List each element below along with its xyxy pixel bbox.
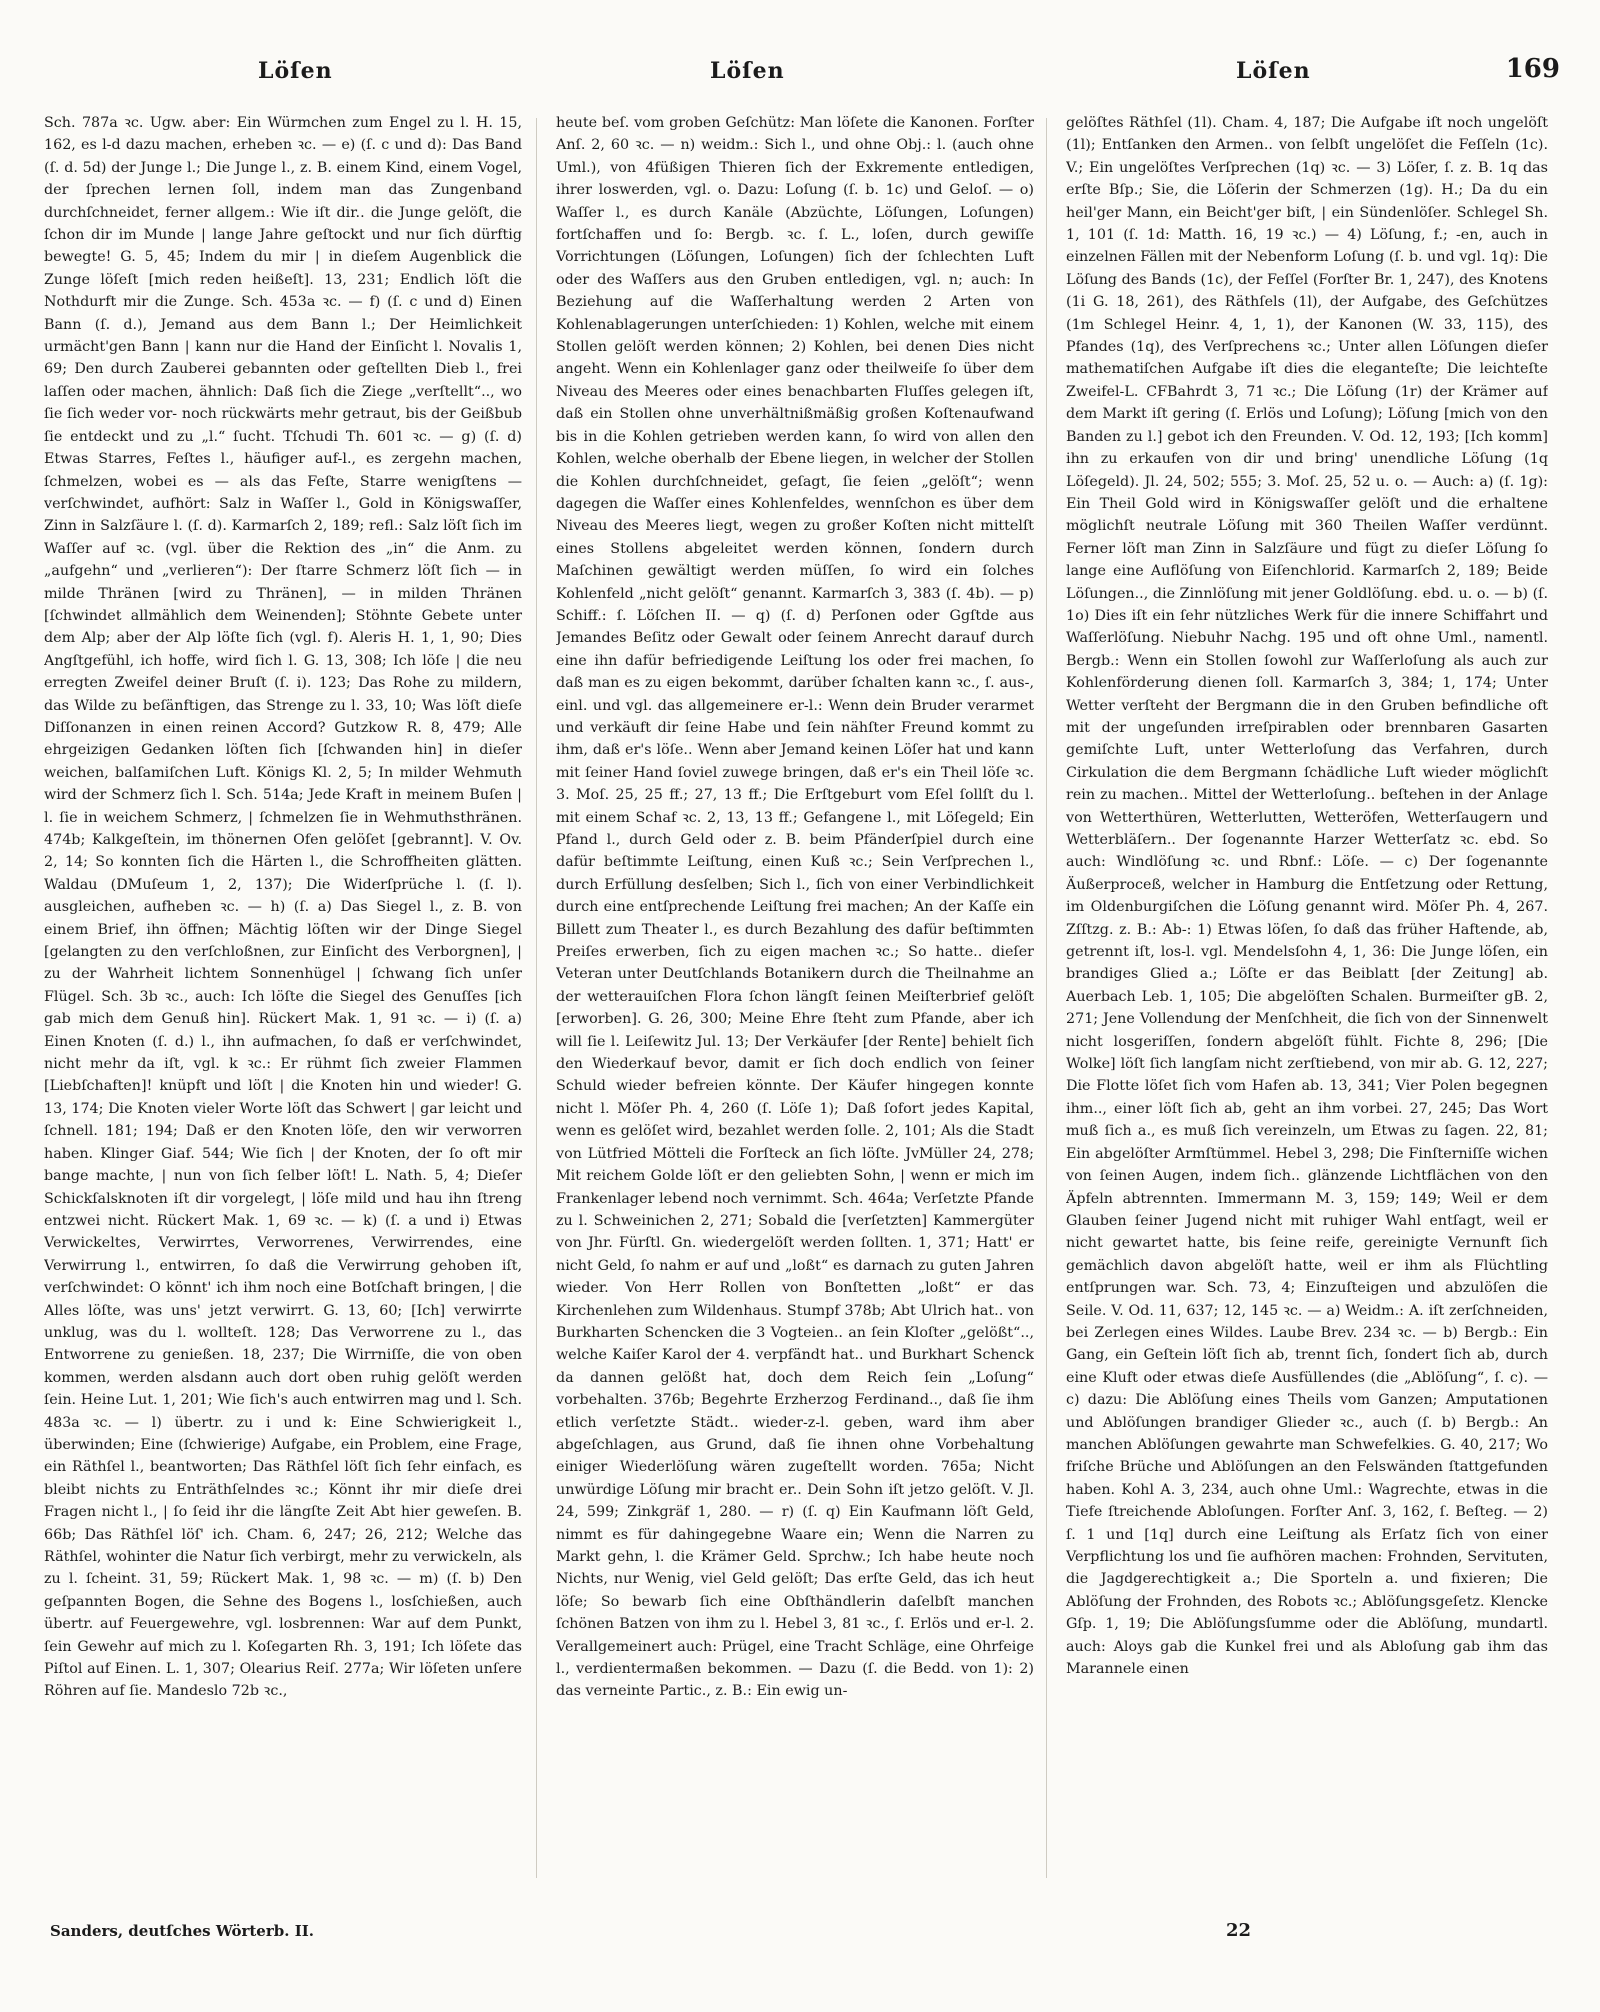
column-left [44, 112, 522, 1882]
printer-signature: Sanders, deutſches Wörterb. II. [50, 1922, 314, 1940]
column-text: Sch. 787a ꝛc. Ugw. aber: Ein Würmchen zum Engel zu l. H. 15, 162, es l-d dazu machen, erheben ꝛc. — e) (ſ. c und d): Das Band (ſ. d. 5d) der Junge l.; Die Junge l., z. B. einem Kind, einem Vogel, der ſprechen lernen ſoll, indem man das Zungenband durchſchneidet, ferner allgem.: Wie iſt dir.. die Junge gelöſt, die ſchon dir im Munde | lange Jahre geſtockt und nur ſich dürftig bewegte! G. 5, 45; Indem du mir | in dieſem Augenblick die Zunge löſeſt [mich reden heißeſt]. 13, 231; Endlich löſt die Nothdurft mir die Zunge. Sch. 453a ꝛc. — f) (ſ. c und d) Einen Bann (ſ. d.), Jemand aus dem Bann l.; Der Heimlichkeit urmächt'gen Bann | kann nur die Hand der Einſicht l. Novalis 1, 69; Den durch Zauberei gebannten oder geſtellten Dieb l., frei laſſen oder machen, ähnlich: Daß ſich die Ziege „verſtellt“.., wo ſie ſich weder vor- noch rückwärts mehr getraut, bis der Geißbub ſie entdeckt und zu „l.“ ſucht. Tſchudi Th. 601 ꝛc. — g) (ſ. d) Etwas Starres, Feſtes l., häufiger auf-l., es zergehn machen, ſchmelzen, wobei es — als das Feſte, Starre wenigſtens — verſchwindet, aufhört: Salz in Waſſer l., Gold in Königswaſſer, Zinn in Salzſäure l. (ſ. d). Karmarſch 2, 189; refl.: Salz löſt ſich im Waſſer auf ꝛc. (vgl. über die Rektion des „in“ die Anm. zu „aufgehn“ und „verlieren“): Der ſtarre Schmerz löſt ſich — in milde Thränen [wird zu Thränen], — in milden Thränen [ſchwindet allmählich dem Weinenden]; Stöhnte Gebete unter dem Alp; aber der Alp löſte ſich (vgl. f). Aleris H. 1, 1, 90; Dies Angſtgefühl, ich hoffe, wird ſich l. G. 13, 308; Ich löſe | die neu erregten Zweifel deiner Bruſt (ſ. i). 123; Das Rohe zu mildern, das Wilde zu beſänftigen, das Strenge zu l. 33, 10; Was löſt dieſe Diſſonanzen in einen reinen Accord? Gutzkow R. 8, 479; Alle ehrgeizigen Gedanken löſten ſich [ſchwanden hin] in dieſer weichen, balſamiſchen Luft. Königs Kl. 2, 5; In milder Wehmuth wird der Schmerz ſich l. Sch. 514a; Jede Kraft in meinem Buſen | l. ſie in weichem Schmerz, | ſchmelzen ſie in Wehmuthsthränen. 474b; Kalkgeſtein, im thönernen Ofen gelöſet [gebrannt]. V. Ov. 2, 14; So konnten ſich die Härten l., die Schroffheiten glätten. Waldau (DMuſeum 1, 2, 137); Die Widerſprüche l. (ſ. l). ausgleichen, aufheben ꝛc. — h) (ſ. a) Das Siegel l., z. B. von einem Brief, ihn öffnen; Mächtig löſten wir der Dinge Siegel [gelangten zu den verſchloßnen, zur Einſicht des Verborgnen], | zu der Wahrheit lichtem Sonnenhügel | ſchwang ſich unſer Flügel. Sch. 3b ꝛc., auch: Ich löſte die Siegel des Genuſſes [ich gab mich dem Genuß hin]. Rückert Mak. 1, 91 ꝛc. — i) (ſ. a) Einen Knoten (ſ. d.) l., ihn aufmachen, ſo daß er verſchwindet, nicht mehr da iſt, vgl. k ꝛc.: Er rühmt ſich zweier Flammen [Liebſchaften]! knüpft und löſt | die Knoten hin und wieder! G. 13, 174; Die Knoten vieler Worte löſt das Schwert | gar leicht und ſchnell. 181; 194; Daß er den Knoten löſe, den wir verworren haben. Klinger Giaf. 544; Wie ſich | der Knoten, der ſo oft mir bange machte, | nun von ſich ſelber löſt! L. Nath. 5, 4; Dieſer Schickſalsknoten iſt dir vorgelegt, | löſe mild und hau ihn ſtreng entzwei nicht. Rückert Mak. 1, 69 ꝛc. — k) (ſ. a und i) Etwas Verwickeltes, Verwirrtes, Verworrenes, Verwirrendes, eine Verwirrung l., entwirren, ſo daß die Verwirrung gehoben iſt, verſchwindet: O könnt' ich ihm noch eine Botſchaft bringen, | die Alles löſte, was uns' jetzt verwirrt. G. 13, 60; [Ich] verwirrte unklug, was du l. wollteſt. 128; Das Verworrene zu l., das Entworrene zu genießen. 18, 237; Die Wirrniſſe, die von oben kommen, werden alsdann auch dort oben ruhig gelöſt werden ſein. Heine Lut. 1, 201; Wie ſich's auch entwirren mag und l. Sch. 483a ꝛc. — l) übertr. zu i und k: Eine Schwierigkeit l., überwinden; Eine (ſchwierige) Aufgabe, ein Problem, eine Frage, ein Räthſel l., beantworten; Das Räthſel löſt ſich ſehr einfach, es bleibt nichts zu Enträthſelndes ꝛc.; Könnt ihr mir dieſe drei Fragen nicht l., | ſo ſeid ihr die längſte Zeit Abt hier geweſen. B. 66b; Das Räthſel löſ' ich. Cham. 6, 247; 26, 212; Welche das Räthſel, wohinter die Natur ſich verbirgt, mehr zu verwickeln, als zu l. ſcheint. 31, 59; Rückert Mak. 1, 98 ꝛc. — m) (ſ. b) Den geſpannten Bogen, die Sehne des Bogens l., losſchießen, auch übertr. auf Feuergewehre, vgl. losbrennen: War auf dem Punkt, ſein Gewehr auf mich zu l. Koſegarten Rh. 3, 191; Ich löſete das Piſtol auf Einen. L. 1, 307; Olearius Reiſ. 277a; Wir löſeten unſere Röhren auf ſie. Mandeslo 72b ꝛc., [44, 115, 522, 1700]
column-text: heute beſ. vom groben Geſchütz: Man löſete die Kanonen. Forſter Anſ. 2, 60 ꝛc. — n) weidm.: Sich l., und ohne Obj.: l. (auch ohne Uml.), von 4füßigen Thieren ſich der Exkremente entledigen, ihrer loswerden, vgl. o. Dazu: Loſung (ſ. b. 1c) und Geloſ. — o) Waſſer l., es durch Kanäle (Abzüchte, Löſungen, Loſungen) fortſchaffen und ſo: Bergb. ꝛc. ſ. L., loſen, durch gewiſſe Vorrichtungen (Löſungen, Loſungen) ſich der ſchlechten Luft oder des Waſſers aus den Gruben entledigen, vgl. n; auch: In Beziehung auf die Waſſerhaltung werden 2 Arten von Kohlenablagerungen unterſchieden: 1) Kohlen, welche mit einem Stollen gelöſt werden können; 2) Kohlen, bei denen Dies nicht angeht. Wenn ein Kohlenlager ganz oder theilweiſe ſo über dem Niveau des Meeres oder eines benachbarten Fluſſes gelegen iſt, daß ein Stollen ohne unverhältnißmäßig großen Koſtenaufwand bis in die Kohlen getrieben werden kann, ſo wird von allen den Kohlen, welche oberhalb der Ebene liegen, in welcher der Stollen die Kohlen durchſchneidet, geſagt, ſie ſeien „gelöſt“; wenn dagegen die Waſſer eines Kohlenfeldes, wennſchon es über dem Niveau des Meeres liegt, wegen zu großer Koſten nicht mittelſt eines Stollens abgeleitet werden können, ſondern durch Maſchinen gewältigt werden müſſen, ſo wird ein ſolches Kohlenfeld „nicht gelöſt“ genannt. Karmarſch 3, 383 (ſ. 4b). — p) Schiff.: ſ. Löſchen II. — q) (ſ. d) Perſonen oder Ggſtde aus Jemandes Beſitz oder Gewalt oder ſeinem Anrecht darauf durch eine ihn dafür befriedigende Leiſtung los oder frei machen, ſo daß man es zu eigen bekommt, darüber ſchalten kann ꝛc., ſ. aus-, einl. und vgl. das allgemeinere er-l.: Wenn dein Bruder verarmet und verkäuft dir ſeine Habe und ſein nähſter Freund kommt zu ihm, daß er's löſe.. Wenn aber Jemand keinen Löſer hat und kann mit ſeiner Hand ſoviel zuwege bringen, daß er's ein Theil löſe ꝛc. 3. Moſ. 25, 25 ff.; 27, 13 ff.; Die Erſtgeburt vom Eſel ſollſt du l. mit einem Schaf ꝛc. 2, 13, 13 ff.; Gefangene l., mit Löſegeld; Ein Pfand l., durch Geld oder z. B. beim Pfänderſpiel durch eine dafür beſtimmte Leiſtung, einen Kuß ꝛc.; Sein Verſprechen l., durch Erfüllung desſelben; Sich l., ſich von einer Verbindlichkeit durch eine entſprechende Leiſtung frei machen; An der Kaſſe ein Billett zum Theater l., es durch Bezahlung des dafür beſtimmten Preiſes erwerben, ſich zu eigen machen ꝛc.; So hatte.. dieſer Veteran unter Deutſchlands Botanikern durch die Theilnahme an der wetterauiſchen Flora ſchon längſt ſeinen Meiſterbrief gelöſt [erworben]. G. 26, 300; Meine Ehre ſteht zum Pfande, aber ich will ſie l. Leiſewitz Jul. 13; Der Verkäufer [der Rente] behielt ſich den Wiederkauf bevor, damit er ſich doch endlich von ſeiner Schuld wieder befreien könnte. Der Käufer hingegen konnte nicht l. Möſer Ph. 4, 260 (ſ. Löſe 1); Daß ſofort jedes Kapital, wenn es gelöſet wird, bezahlet werden ſolle. 2, 101; Als die Stadt von Lütfried Mötteli die Forſteck an ſich löſte. JvMüller 24, 278; Mit reichem Golde löſt er den geliebten Sohn, | wenn er mich im Frankenlager lebend noch vernimmt. Sch. 464a; Verſetzte Pfande zu l. Schweinichen 2, 271; Sobald die [verſetzten] Kammergüter von Jhr. Fürſtl. Gn. wiedergelöſt werden ſollten. 1, 371; Hatt' er nicht Geld, ſo nahm er auf und „loßt“ es darnach zu guten Jahren wieder. Von Herr Rollen von Bonſtetten „loßt“ er das Kirchenlehen zum Wildenhaus. Stumpf 378b; Abt Ulrich hat.. von Burkharten Schencken die 3 Vogteien.. an ſein Kloſter „gelößt“.., welche Kaiſer Karol der 4. verpfändt hat.. und Burkhart Schenck da dannen gelößt hat, doch dem Reich ſein „Loſung“ vorbehalten. 376b; Begehrte Erzherzog Ferdinand.., daß ſie ihm etlich verſetzte Städt.. wieder-z-l. geben, ward ihm aber abgeſchlagen, aus Grund, daß ſie ihnen ohne Vorbehaltung einiger Wiederlöſung wären zugeſtellt worden. 765a; Nicht unwürdige Löſung mir bracht er.. Dein Sohn iſt jetzo gelöſt. V. Jl. 24, 599; Zinkgräf 1, 280. — r) (ſ. q) Ein Kaufmann löſt Geld, nimmt es für dahingegebne Waare ein; Wenn die Narren zu Markt gehn, l. die Krämer Geld. Sprchw.; Ich habe heute noch Nichts, nur Wenig, viel Geld gelöſt; Das erſte Geld, das ich heut löſe; So bewarb ſich eine Obſthändlerin daſelbſt manchen ſchönen Batzen von ihm zu l. Hebel 3, 81 ꝛc., ſ. Erlös und er-l. 2. Verallgemeinert auch: Prügel, eine Tracht Schläge, eine Ohrfeige l., verdientermaßen bekommen. — Dazu (ſ. die Bedd. von 1): 2) das verneinte Partic., z. B.: Ein ewig un- [556, 115, 1034, 1700]
page-number: 169 [1505, 54, 1560, 84]
page-footer [44, 1922, 1554, 1962]
column-right [1066, 112, 1548, 1882]
running-headword-middle: Löſen [710, 58, 785, 84]
text-columns [44, 112, 1554, 1912]
signature-number: 22 [1226, 1920, 1252, 1941]
page-header [40, 54, 1560, 98]
column-middle [556, 112, 1034, 1882]
running-headword-left: Löſen [258, 58, 333, 84]
running-headword-right: Löſen [1236, 58, 1311, 84]
column-text: gelöſtes Räthſel (1l). Cham. 4, 187; Die Aufgabe iſt noch ungelöſt (1l); Entſanken den Armen.. von ſelbſt ungelöſet die Feſſeln (1c). V.; Ein ungelöſtes Verſprechen (1q) ꝛc. — 3) Löſer, ſ. z. B. 1q das erſte Bſp.; Sie, die Löſerin der Schmerzen (1g). H.; Da du ein heil'ger Mann, ein Beicht'ger biſt, | ein Sündenlöſer. Schlegel Sh. 1, 101 (ſ. 1d: Matth. 16, 19 ꝛc.) — 4) Löſung, f.; -en, auch in einzelnen Fällen mit der Nebenform Loſung (ſ. b. und vgl. 1q): Die Löſung des Bands (1c), der Feſſel (Forſter Br. 1, 247), des Knotens (1i G. 18, 261), des Räthſels (1l), der Aufgabe, des Geſchützes (1m Schlegel Heinr. 4, 1, 1), der Kanonen (W. 33, 115), des Pfandes (1q), des Verſprechens ꝛc.; Unter allen Löſungen dieſer mathematiſchen Aufgabe iſt dies die eleganteſte; Die leichteſte Zweifel-L. CFBahrdt 3, 71 ꝛc.; Die Löſung (1r) der Krämer auf dem Markt iſt gering (ſ. Erlös und Loſung); Löſung [mich von den Banden zu l.] gebot ich den Freunden. V. Od. 12, 193; [Ich komm] ihn zu erkaufen von dir und bring' unendliche Löſung (1q Löſegeld). Jl. 24, 502; 555; 3. Moſ. 25, 52 u. o. — Auch: a) (ſ. 1g): Ein Theil Gold wird in Königswaſſer gelöſt und die erhaltene möglichſt neutrale Löſung mit 360 Theilen Waſſer verdünnt. Ferner löſt man Zinn in Salzſäure und fügt zu dieſer Löſung ſo lange eine Auflöſung von Eiſenchlorid. Karmarſch 2, 189; Beide Löſungen.., die Zinnlöſung mit jener Goldlöſung. ebd. u. o. — b) (ſ. 1o) Dies iſt ein ſehr nützliches Werk für die innere Schiffahrt und Waſſerlöſung. Niebuhr Nachg. 195 und oft ohne Uml., namentl. Bergb.: Wenn ein Stollen ſowohl zur Waſſerloſung als auch zur Kohlenförderung dienen ſoll. Karmarſch 3, 384; 1, 174; Unter Wetter verſteht der Bergmann die in den Gruben befindliche oft mit der ungeſunden irreſpirablen oder brennbaren Gasarten gemiſchte Luft, unter Wetterloſung das Verfahren, durch Cirkulation die dem Bergmann ſchädliche Luft wieder möglichſt rein zu machen.. Mittel der Wetterloſung.. beſtehen in der Anlage von Wetterthüren, Wetterlutten, Wetteröfen, Wetterſaugern und Wetterbläſern.. Der ſogenannte Harzer Wetterſatz ꝛc. ebd. So auch: Windlöſung ꝛc. und Rbnf.: Löſe. — c) Der ſogenannte Äußerproceß, welcher in Hamburg die Entſetzung oder Rettung, im Oldenburgiſchen die Löſung genannt wird. Möſer Ph. 4, 267. Zſſtzg. z. B.: Ab-: 1) Etwas löſen, ſo daß das früher Haftende, ab, getrennt iſt, los-l. vgl. Mendelsſohn 4, 1, 36: Die Junge löſen, ein brandiges Glied a.; Löſte er das Beiblatt [der Zeitung] ab. Auerbach Leb. 1, 105; Die abgelöſten Schalen. Burmeiſter gB. 2, 271; Jene Vollendung der Menſchheit, die ſich von der Sinnenwelt nicht losgeriſſen, ſondern abgelöſt fühlt. Fichte 8, 296; [Die Wolke] löſt ſich langſam nicht zerſtiebend, von mir ab. G. 12, 227; Die Flotte löſet ſich vom Hafen ab. 13, 341; Vier Polen begegnen ihm.., einer löſt ſich ab, geht an ihm vorbei. 27, 245; Das Wort muß ſich a., es muß ſich vereinzeln, um Etwas zu ſagen. 22, 81; Ein abgelöſter Armſtümmel. Hebel 3, 298; Die Finſterniſſe wichen von ſeinen Augen, indem ſich.. glänzende Lichtflächen von den Äpfeln abtrennten. Immermann M. 3, 159; 149; Weil er dem Glauben ſeiner Jugend nicht mit ruhiger Wahl entſagt, weil er nicht gewartet hatte, bis ſeine reife, gereinigte Vernunft ſich gemächlich davon abgelöſt hatte, weil er ihm als Flüchtling entſprungen war. Sch. 73, 4; Einzuſteigen und abzulöſen die Seile. V. Od. 11, 637; 12, 145 ꝛc. — a) Weidm.: A. iſt zerſchneiden, bei Zerlegen eines Wildes. Laube Brev. 234 ꝛc. — b) Bergb.: Ein Gang, ein Geſtein löſt ſich ab, trennt ſich, ſondert ſich ab, durch eine Kluft oder etwas dieſe Ausfüllendes (die „Ablöſung“, ſ. c). — c) dazu: Die Ablöſung eines Theils vom Ganzen; Amputationen und Ablöſungen brandiger Glieder ꝛc., auch (ſ. b) Bergb.: An manchen Ablöſungen gewahrte man Schwefelkies. G. 40, 217; Wo friſche Brüche und Ablöſungen an den Felswänden ſtattgefunden haben. Kohl A. 3, 234, auch ohne Uml.: Wagrechte, etwas in die Tiefe ſtreichende Abloſungen. Forſter Anſ. 3, 162, ſ. Beſteg. — 2) ſ. 1 und [1q] durch eine Leiſtung als Erſatz ſich von einer Verpflichtung los und ſie aufhören machen: Frohnden, Servituten, die Jagdgerechtigkeit a.; Die Sporteln a. und fixieren; Die Ablöſung der Frohnden, des Robots ꝛc.; Ablöſungsgeſetz. Klencke Gſp. 1, 19; Die Ablöſungsſumme oder die Ablöſung, mundartl. auch: Aloys gab die Kunkel frei und als Abloſung gab ihm das Marannele einen [1066, 115, 1548, 1678]
